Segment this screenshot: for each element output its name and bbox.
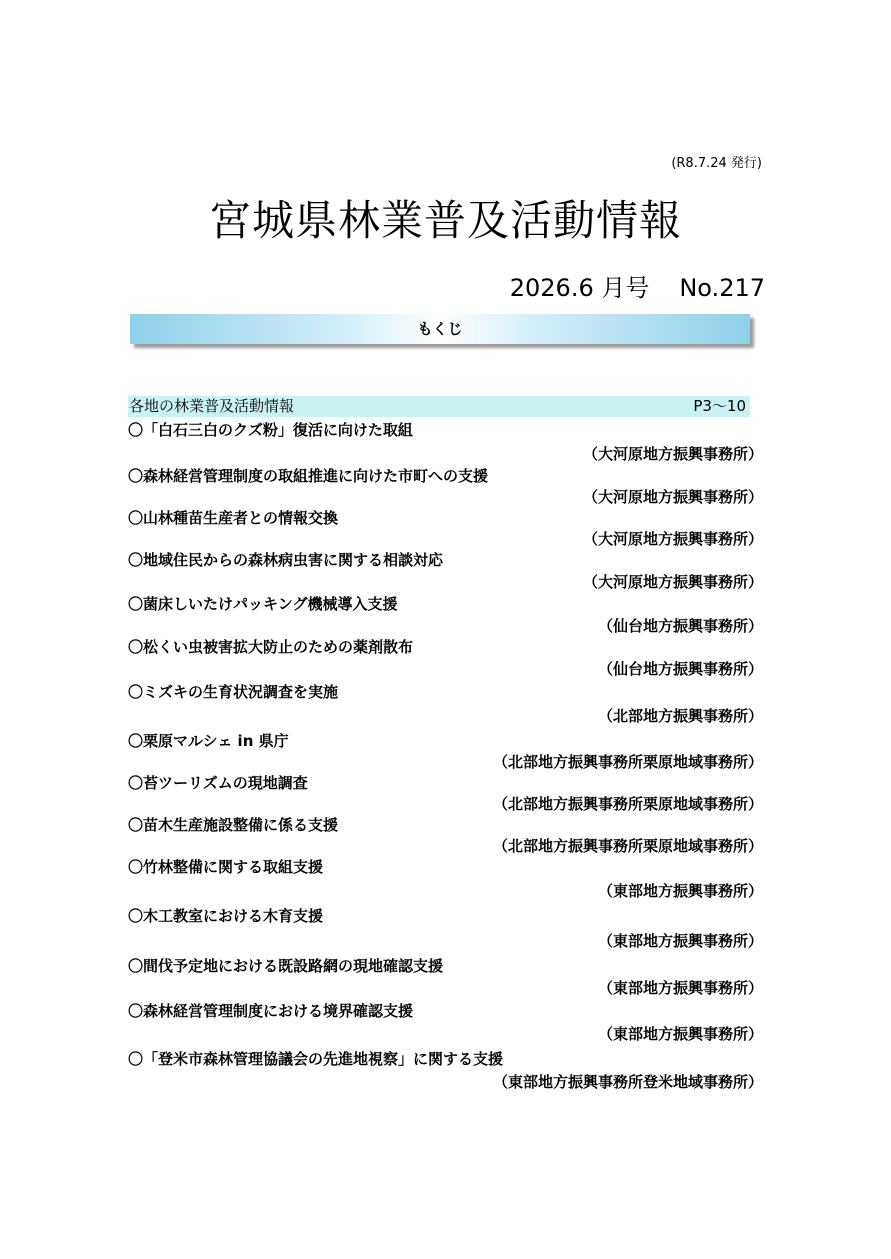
toc-item-office: （北部地方振興事務所栗原地域事務所） <box>492 837 763 855</box>
toc-item-office: （北部地方振興事務所） <box>597 707 763 725</box>
toc-item-office: （北部地方振興事務所栗原地域事務所） <box>492 795 763 813</box>
toc-item-office: （東部地方振興事務所） <box>597 882 763 900</box>
toc-item-title: 〇苔ツーリズムの現地調査 <box>128 774 308 792</box>
toc-item-title: 〇苗木生産施設整備に係る支援 <box>128 816 339 834</box>
toc-item-title: 〇「登米市森林管理協議会の先進地視察」に関する支援 <box>128 1050 504 1068</box>
toc-item-title: 〇ミズキの生育状況調査を実施 <box>128 683 339 701</box>
toc-item-title: 〇間伐予定地における既設路網の現地確認支援 <box>128 957 444 975</box>
toc-item-office: （仙台地方振興事務所） <box>597 617 763 635</box>
toc-item-office: （大河原地方振興事務所） <box>582 530 763 548</box>
toc-item-title: 〇森林経営管理制度の取組推進に向けた市町への支援 <box>128 467 489 485</box>
issue-info <box>420 268 765 303</box>
toc-item-office: （東部地方振興事務所） <box>597 979 763 997</box>
toc-item-title: 〇菌床しいたけパッキング機械導入支援 <box>128 595 398 613</box>
toc-label: もくじ <box>417 320 463 338</box>
toc-header <box>130 314 750 344</box>
issue-date: (R8.7.24 発行) <box>671 156 762 171</box>
toc-item-office: （北部地方振興事務所栗原地域事務所） <box>492 753 763 771</box>
toc-item-title: 〇「白石三白のクズ粉」復活に向けた取組 <box>128 421 413 439</box>
section-label: 各地の林業普及活動情報 <box>129 397 295 415</box>
toc-item-office: （仙台地方振興事務所） <box>597 660 763 678</box>
toc-item-title: 〇木工教室における木育支援 <box>128 907 324 925</box>
section-header <box>128 396 750 417</box>
toc-item-office: （東部地方振興事務所） <box>597 932 763 950</box>
toc-item-office: （東部地方振興事務所登米地域事務所） <box>492 1073 763 1091</box>
toc-item-title: 〇地域住民からの森林病虫害に関する相談対応 <box>128 551 444 569</box>
toc-item-office: （大河原地方振興事務所） <box>582 573 763 591</box>
toc-item-title: 〇山林種苗生産者との情報交換 <box>128 509 339 527</box>
issue-month: 2026.6 月号 <box>509 274 650 302</box>
issue-number: No.217 <box>679 274 765 302</box>
toc-item-office: （東部地方振興事務所） <box>597 1025 763 1043</box>
toc-item-title: 〇竹林整備に関する取組支援 <box>128 858 324 876</box>
toc-item-office: （大河原地方振興事務所） <box>582 445 763 463</box>
toc-item-title: 〇栗原マルシェ in 県庁 <box>128 732 289 750</box>
toc-item-office: （大河原地方振興事務所） <box>582 488 763 506</box>
page-title: 宮城県林業普及活動情報 <box>208 196 682 245</box>
section-pages: P3～10 <box>693 397 746 415</box>
toc-item-title: 〇森林経営管理制度における境界確認支援 <box>128 1002 414 1020</box>
toc-item-title: 〇松くい虫被害拡大防止のための薬剤散布 <box>128 638 414 656</box>
